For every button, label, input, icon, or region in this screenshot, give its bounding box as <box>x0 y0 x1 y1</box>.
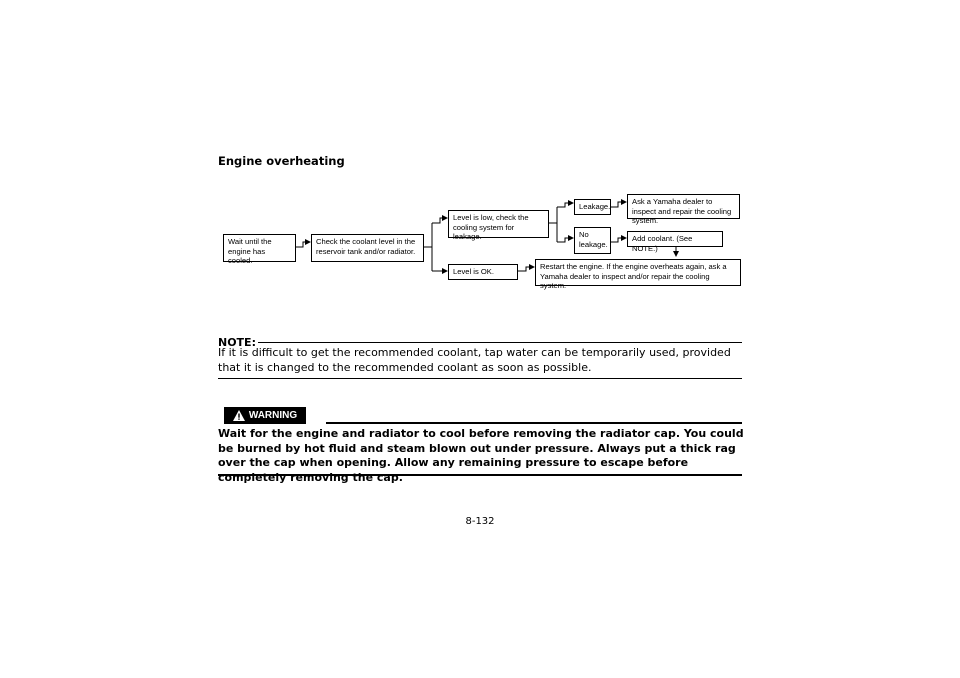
warning-text: Wait for the engine and radiator to cool before removing the radiator cap. You could be burned by hot fluid and steam blown out under pressure. Always put a thick rag over the cap when opening. Allow any remaining pressure to escape before completely removing the cap. <box>218 427 744 485</box>
box-level-low: Level is low, check the cooling system for leakage. <box>448 210 549 238</box>
note-text: If it is difficult to get the recommended coolant, tap water can be temporarily used, provided that it is changed to the recommended coolant as soon as possible. <box>218 346 731 374</box>
box-level-ok: Level is OK. <box>448 264 518 280</box>
box-leakage: Leakage. <box>574 199 611 215</box>
warning-badge <box>224 407 306 424</box>
connector-noleak-to-add <box>611 238 626 242</box>
connector-to-no-leakage <box>557 238 573 242</box>
note-heading: NOTE: <box>218 336 256 349</box>
box-wait-until-cooled: Wait until the engine has cooled. <box>223 234 296 262</box>
warning-divider-top <box>326 422 742 424</box>
connector-ok-to-restart <box>518 267 534 271</box>
connector-to-leakage <box>557 203 573 207</box>
box-add-coolant: Add coolant. (See NOTE.) <box>627 231 723 247</box>
section-title: Engine overheating <box>218 154 345 168</box>
warning-label: WARNING <box>248 410 298 421</box>
connector-wait-to-check <box>296 242 310 247</box>
page-number: 8-132 <box>465 516 495 527</box>
box-ask-dealer: Ask a Yamaha dealer to inspect and repair the cooling system. <box>627 194 740 219</box>
box-no-leakage: No leakage. <box>574 227 611 254</box>
box-check-coolant-level: Check the coolant level in the reservoir tank and/or radiator. <box>311 234 424 262</box>
note-divider-bottom <box>218 378 742 379</box>
warning-triangle-icon <box>233 410 245 421</box>
connector-leakage-to-ask <box>611 202 626 207</box>
connector-to-low <box>432 218 447 223</box>
warning-divider-bottom <box>218 474 742 476</box>
note-divider-top <box>258 342 742 343</box>
box-restart-engine: Restart the engine. If the engine overheats again, ask a Yamaha dealer to inspect and/or repair the cooling system. <box>535 259 741 286</box>
